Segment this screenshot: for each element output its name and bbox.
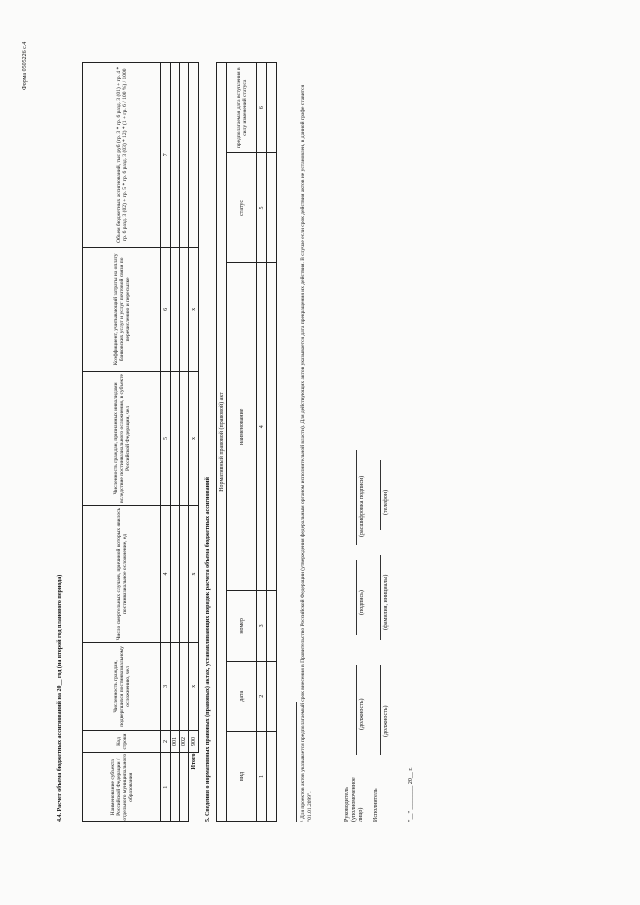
row-name-cell <box>171 753 180 822</box>
date-line: "__" ________ 20__ г. <box>408 767 414 822</box>
table1-header-row <box>83 63 161 822</box>
head-decoding-caption: (расшифровка подписи) <box>359 475 365 537</box>
col-header-deaths: Число смертельных случаев, причиной которых явилось постинвазиальное осложнение, ед <box>83 505 161 642</box>
total-volume-cell <box>189 63 199 248</box>
exec-position-caption: (должность) <box>383 705 389 737</box>
head-signature-line <box>356 560 357 635</box>
col-header-coefficient: Коэффициент, учитывающий затраты на оплату банковских услуг и услуг почтовой связи по перечислению и пересылке <box>83 247 161 372</box>
value-cell <box>171 63 180 248</box>
row-code-cell: 001 <box>171 730 180 753</box>
col-num: 3 <box>161 643 171 730</box>
exec-name-caption: (фамилия, инициалы) <box>383 574 389 630</box>
col-header-disabled: Численность граждан, признанных инвалидами вследствие постинвазиального осложнения, в субъекте Российской Федерации, чел <box>83 372 161 506</box>
value-cell <box>180 63 189 248</box>
value-cell <box>180 247 189 372</box>
budget-calc-table <box>82 62 199 822</box>
phone-caption: (телефон) <box>383 489 389 515</box>
table-row <box>180 63 189 822</box>
col-num: 2 <box>161 730 171 753</box>
value-cell <box>171 643 180 730</box>
col-header-injured: Численность граждан, подвергшихся постинвазиальному осложнению, чел <box>83 643 161 730</box>
phone-line <box>380 460 381 530</box>
legal-acts-table <box>216 62 277 822</box>
head-position-line <box>356 665 357 755</box>
form-code: Форма 0505226 с.4 <box>22 41 28 90</box>
col-num: 5 <box>161 372 171 506</box>
value-cell <box>267 731 277 821</box>
value-cell <box>180 643 189 730</box>
col-header-date: дата <box>227 661 257 731</box>
row-name-cell <box>180 753 189 822</box>
total-label: Итого <box>189 753 199 822</box>
value-cell <box>171 247 180 372</box>
col-header-title: наименование <box>227 263 257 591</box>
col-header-status-date: предполагаемая дата вступления в силу изменений статуса <box>227 63 257 153</box>
table1-total-row <box>189 63 199 822</box>
value-cell <box>171 505 180 642</box>
col-num: 3 <box>257 591 267 661</box>
head-signature-caption: (подпись) <box>359 590 365 615</box>
footnote-divider <box>296 702 297 822</box>
x-mark: x <box>189 247 199 372</box>
x-mark: x <box>189 505 199 642</box>
col-header-code: Код строки <box>83 730 161 753</box>
col-num: 4 <box>161 505 171 642</box>
table1-number-row <box>161 63 171 822</box>
legal-act-group-header: Нормативный правовой (правовой) акт <box>217 63 227 822</box>
exec-position-line <box>380 665 381 755</box>
table-row <box>171 63 180 822</box>
col-num: 2 <box>257 661 267 731</box>
col-num: 5 <box>257 153 267 263</box>
col-num: 1 <box>257 731 267 821</box>
col-num: 6 <box>257 63 267 153</box>
x-mark: x <box>189 643 199 730</box>
executor-label: Исполнитель <box>373 788 379 822</box>
footnote-text: ¹ Для проектов актов указывается предполагаемый срок внесения в Правительство Российской Федерации (утверждения федеральным органом исполнительной власти). Для действующих актов указывается дата прекращения их действия. В случае если срок действия актов не установлен, в данной графе ставится "01.01.2099". <box>300 84 313 822</box>
table2-header-row <box>227 63 257 822</box>
x-mark: x <box>189 372 199 506</box>
table2-group-row <box>217 63 227 822</box>
value-cell <box>180 372 189 506</box>
value-cell <box>267 591 277 661</box>
row-code-cell: 002 <box>180 730 189 753</box>
col-num: 7 <box>161 63 171 248</box>
col-num: 1 <box>161 753 171 822</box>
col-num: 4 <box>257 263 267 591</box>
col-header-volume: Объем бюджетных ассигнований, тыс руб (гр. 3 * гр. 6 разд. 3 (01) + гр. 4 * гр. 6 разд. 3 (02) + гр. 5 * гр. 6 разд. 3 (03) * 12) * (1 + гр. 6 / 100 %) / 1000 <box>83 63 161 248</box>
col-header-kind: вид <box>227 731 257 821</box>
table-row <box>267 63 277 822</box>
value-cell <box>267 263 277 591</box>
value-cell <box>171 372 180 506</box>
head-label: Руководитель (уполномоченное лицо) <box>344 777 364 822</box>
head-decoding-line <box>356 450 357 545</box>
value-cell <box>267 661 277 731</box>
value-cell <box>180 505 189 642</box>
exec-name-line <box>380 555 381 640</box>
head-position-caption: (должность) <box>359 698 365 730</box>
col-header-number: номер <box>227 591 257 661</box>
value-cell <box>267 63 277 153</box>
value-cell <box>267 153 277 263</box>
section-44-title: 4.4. Расчет объема бюджетных ассигнований на 20__ год (на второй год планового периода) <box>57 574 63 822</box>
section-5-title: 5. Сведения о нормативных правовых (правовых) актах, устанавливающих порядок расчета объема бюджетных ассигнований <box>205 477 211 822</box>
col-header-status: статус <box>227 153 257 263</box>
col-header-name: Наименование субъекта Российской Федерации / отдельного муниципального образования <box>83 753 161 822</box>
total-code: 900 <box>189 730 199 753</box>
table2-number-row <box>257 63 267 822</box>
col-num: 6 <box>161 247 171 372</box>
